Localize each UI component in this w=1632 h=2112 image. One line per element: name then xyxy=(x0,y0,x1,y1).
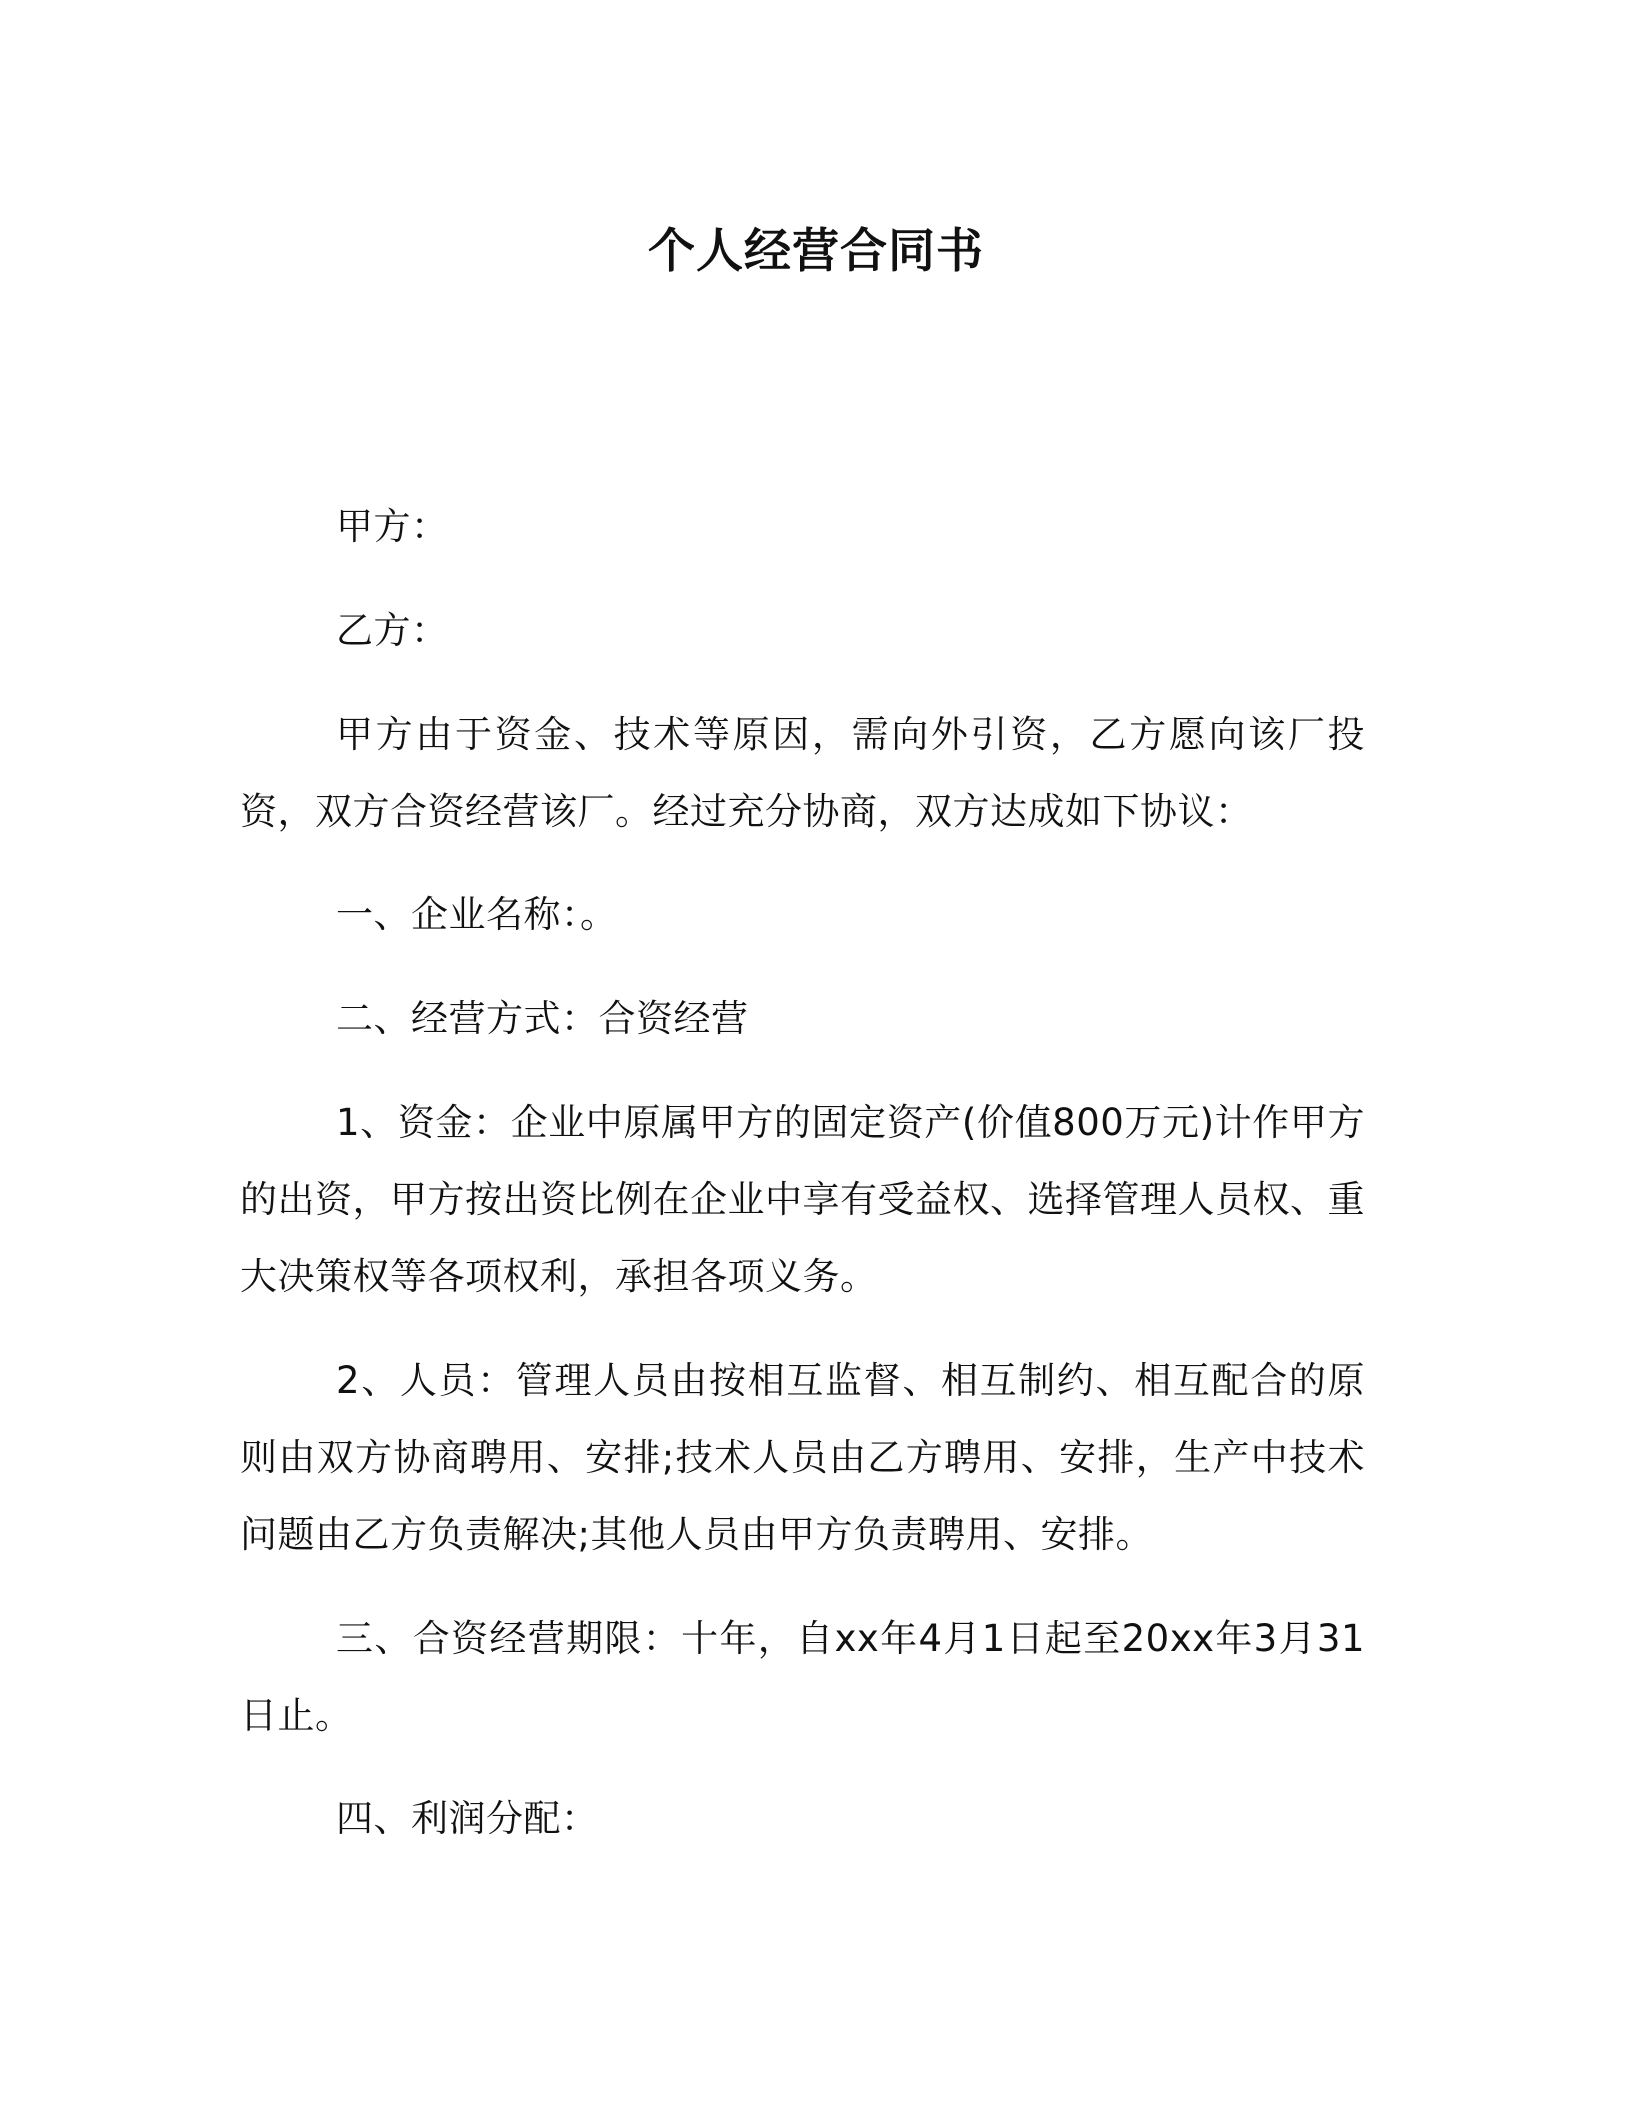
section-profit-distribution: 四、利润分配： xyxy=(336,1797,599,1840)
clause-capital: 1、资金：企业中原属甲方的固定资产(价值800万元)计作甲方的出资，甲方按出资比例在企业中享有受益权、选择管理人员权、重大决策权等各项权利，承担各项义务。 xyxy=(240,1101,1365,1298)
document-body xyxy=(240,0,1365,2112)
intro-paragraph: 甲方由于资金、技术等原因，需向外引资，乙方愿向该厂投资，双方合资经营该厂。经过充分协商，双方达成如下协议： xyxy=(240,713,1365,833)
section-term: 三、合资经营期限：十年，自xx年4月1日起至20xx年3月31日止。 xyxy=(240,1617,1365,1737)
party-b-line: 乙方： xyxy=(336,609,449,652)
document-title: 个人经营合同书 xyxy=(648,224,984,279)
section-business-mode: 二、经营方式：合资经营 xyxy=(336,997,749,1040)
party-a-line: 甲方： xyxy=(336,505,449,548)
section-enterprise-name: 一、企业名称：。 xyxy=(336,893,618,936)
clause-personnel: 2、人员：管理人员由按相互监督、相互制约、相互配合的原则由双方协商聘用、安排;技术人员由乙方聘用、安排，生产中技术问题由乙方负责解决;其他人员由甲方负责聘用、安排。 xyxy=(240,1359,1365,1556)
